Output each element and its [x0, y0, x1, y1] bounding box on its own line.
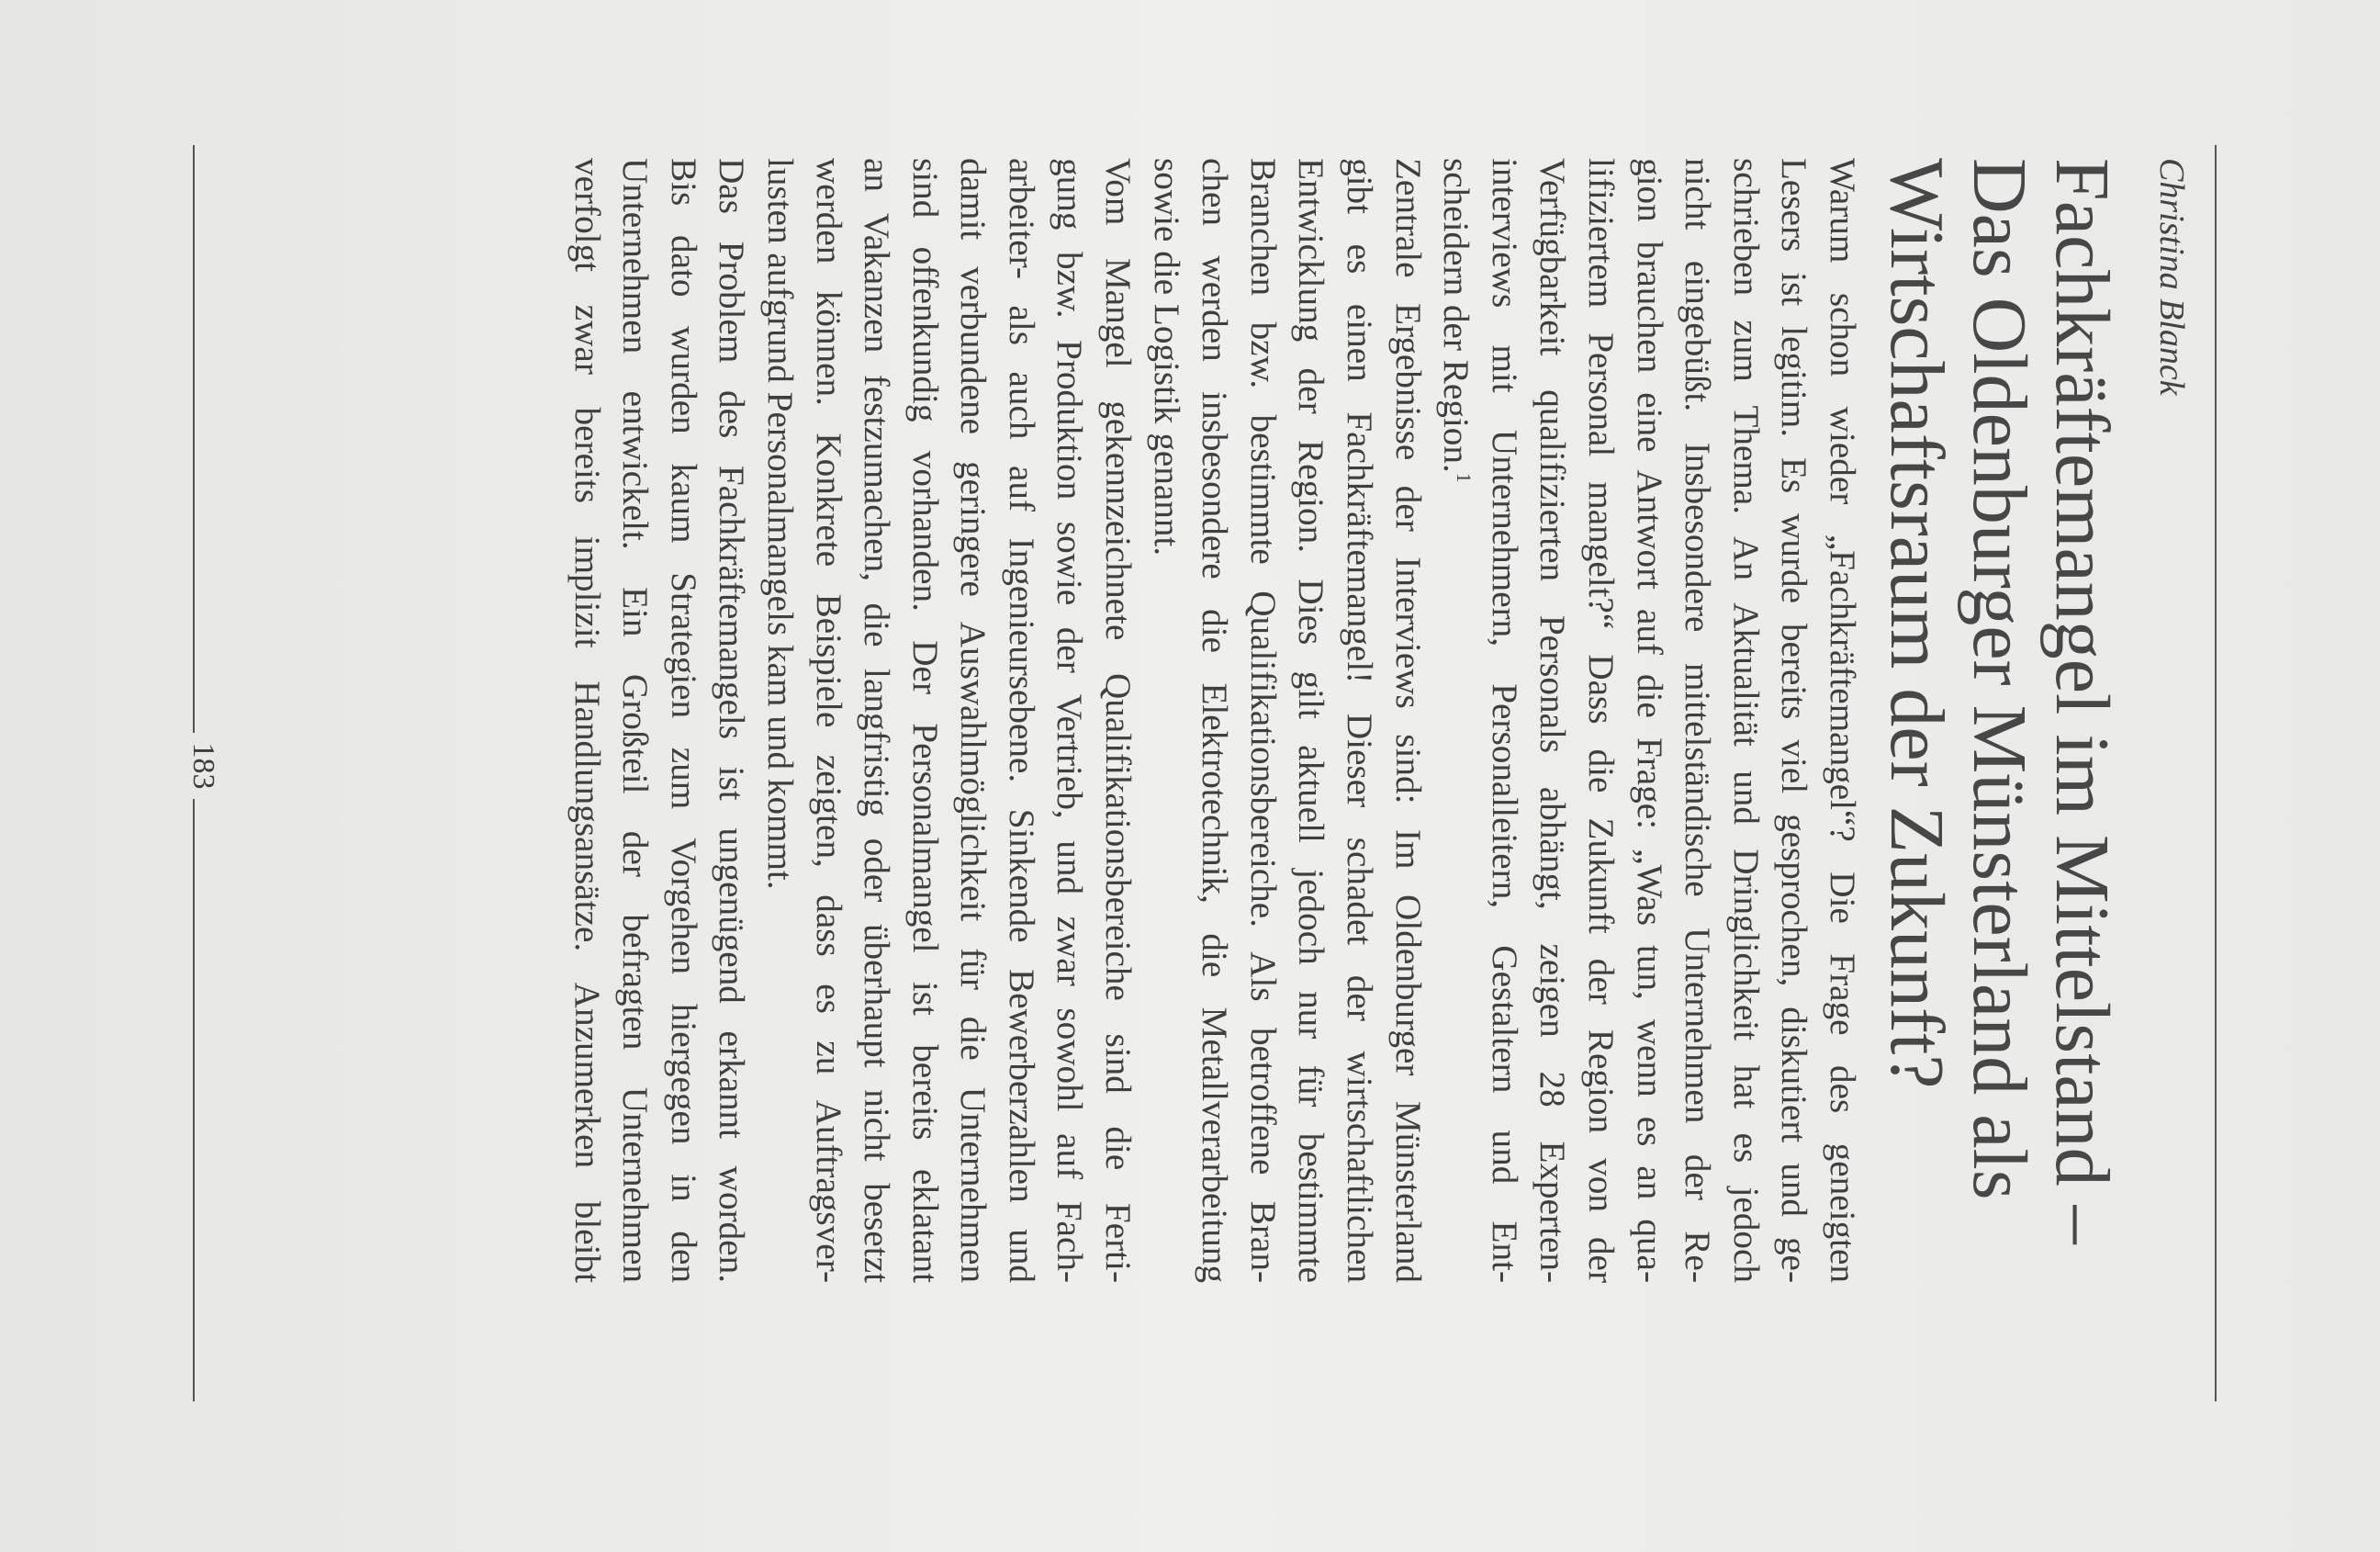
text-line: lifiziertem Personal mangelt?“ Dass die Zukunft der Region von der: [1581, 158, 1622, 1283]
text-line: sind offenkundig vorhanden. Der Personalmangel ist bereits eklatant: [904, 158, 945, 1283]
text-line: arbeiter- als auch auf Ingenieursebene. Sinkende Bewerberzahlen und: [1001, 158, 1041, 1283]
text-line: interviews mit Unternehmern, Personalleitern, Gestaltern und Ent-: [1484, 158, 1524, 1283]
header-rule: [2215, 145, 2217, 1401]
text-line: werden können. Konkrete Beispiele zeigten, dass es zu Auftragsver-: [808, 158, 848, 1283]
text-line: nicht eingebüßt. Insbesondere mittelständische Unternehmen der Re-: [1678, 158, 1718, 1283]
text-line: schrieben zum Thema. An Aktualität und Dringlichkeit hat es jedoch: [1725, 158, 1766, 1283]
paragraph-intro: [1431, 158, 1866, 1283]
text-line: gibt es einen Fachkräftemangel! Dieser schadet der wirtschaftlichen: [1340, 158, 1380, 1283]
text-line: chen werden insbesondere die Elektrotechnik, die Metallverarbeitung: [1195, 158, 1235, 1283]
text-line: Warum schon wieder „Fachkräftemangel“? Die Frage des geneigten: [1823, 158, 1862, 1283]
text-line: Verfügbarkeit qualifizierten Personals abhängt, zeigen 28 Experten-: [1532, 158, 1573, 1283]
text-line: damit verbundene geringere Auswahlmöglichkeit für die Unternehmen: [953, 158, 994, 1283]
text-line: an Vakanzen festzumachen, die langfristig oder überhaupt nicht besetzt: [857, 158, 897, 1283]
text-line-last: [1431, 158, 1480, 1283]
text-line: Das Problem des Fachkräftemangels ist ungenügend erkannt worden.: [712, 158, 752, 1283]
text-line: lusten aufgrund Personalmangels kam und kommt.: [759, 158, 800, 890]
body-text: [562, 158, 1866, 1283]
book-page: [39, 0, 2380, 1378]
text-line: Unternehmen entwickelt. Ein Großteil der befragten Unternehmen: [615, 158, 656, 1283]
paragraph-qualification-areas: [755, 158, 1141, 1283]
author-name: Christina Blanck: [2152, 158, 2191, 396]
footnote-reference: 1: [1453, 472, 1476, 483]
title-line: Fachkräftemangel im Mittelstand –: [2039, 158, 2125, 1244]
text-line: Lesers ist legitim. Es wurde bereits viel gesprochen, diskutiert und ge-: [1774, 158, 1814, 1283]
paragraph-problem: [562, 158, 755, 1283]
text-line: scheidern der Region.: [1436, 158, 1476, 473]
text-line: Zentrale Ergebnisse der Interviews sind: Im Oldenburger Münsterland: [1387, 158, 1428, 1283]
paragraph-results: [1141, 158, 1431, 1283]
text-line: gion brauchen eine Antwort auf die Frage: „Was tun, wenn es an qua-: [1629, 158, 1669, 1283]
footer-rule-left: [193, 145, 195, 733]
title-line: Wirtschaftsraum der Zukunft?: [1874, 158, 1959, 1089]
text-line: verfolgt zwar bereits implizit Handlungsansätze. Anzumerken bleibt: [567, 158, 607, 1283]
text-line: Bis dato wurden kaum Strategien zum Vorgehen hiergegen in den: [663, 158, 703, 1283]
text-line: gung bzw. Produktion sowie der Vertrieb, und zwar sowohl auf Fach-: [1050, 158, 1090, 1283]
text-line: Entwicklung der Region. Dies gilt aktuell jedoch nur für bestimmte: [1291, 158, 1331, 1283]
text-line: sowie die Logistik genannt.: [1146, 158, 1186, 557]
page-number: 183: [186, 742, 220, 790]
text-line: Branchen bzw. bestimmte Qualifikationsbereiche. Als betroffene Bran-: [1242, 158, 1283, 1283]
chapter-title: [1875, 158, 2123, 1352]
footer-rule-right: [193, 799, 195, 1401]
text-line: Vom Mangel gekennzeichnete Qualifikationsbereiche sind die Ferti-: [1098, 158, 1139, 1283]
title-line: Das Oldenburger Münsterland als: [1957, 158, 2042, 1200]
